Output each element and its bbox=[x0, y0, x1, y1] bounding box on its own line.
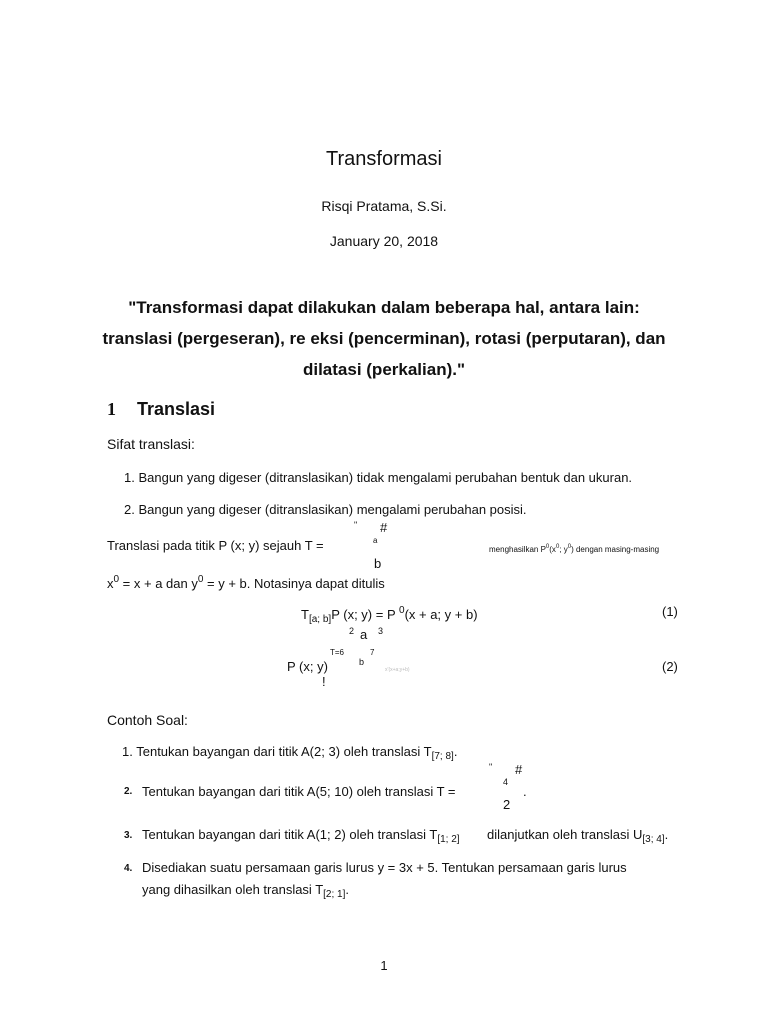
example-item-3: Tentukan bayangan dari titik A(1; 2) oleh translasi $T_{[1; 2]}$ bbox=[142, 827, 460, 845]
eq2-faint-text: x'(x+a;y+b) bbox=[385, 667, 410, 673]
equation-1: $T_{[a; b]}P$ (x; y) = P $^0$(x + a; y + b) bbox=[301, 605, 478, 625]
example-2-matrix-close: # bbox=[515, 762, 523, 777]
contoh-heading: Contoh Soal: bbox=[107, 712, 188, 728]
matrix-entry-a: a bbox=[373, 536, 378, 545]
quote-block bbox=[0, 292, 768, 385]
example-item-4-line-1: Disediakan suatu persamaan garis lurus y = 3x + 5. Tentukan persamaan garis lurus bbox=[142, 860, 627, 875]
example-2-end: . bbox=[523, 784, 527, 799]
menghasilkan-text: menghasilkan $P^0(x^0$; $y^0$) dengan masing-masing bbox=[489, 544, 660, 554]
example-3-number: 3. bbox=[124, 830, 133, 841]
document-title: Transformasi bbox=[326, 148, 442, 170]
equation-1-number: (1) bbox=[662, 604, 678, 619]
date: January 20, 2018 bbox=[329, 233, 439, 249]
matrix-close-bracket: # bbox=[380, 520, 388, 535]
example-item-1: 1. Tentukan bayangan dari titik A(2; 3) oleh translasi $T_{[7; 8]}$. bbox=[122, 744, 458, 762]
x0-definition: $x^0 = x + a$ dan $y^0 = y + b$. Notasinya dapat ditulis bbox=[107, 574, 385, 591]
example-2-matrix-bottom: 2 bbox=[503, 797, 511, 812]
example-2-number: 2. bbox=[124, 786, 133, 797]
section-number: 1 bbox=[107, 399, 116, 419]
quote-line-2: translasi (pergeseran), re eksi (pencerminan), rotasi (perputaran), dan bbox=[102, 329, 666, 348]
example-2-matrix-top: 4 bbox=[503, 777, 509, 787]
eq1-below-left: 2 bbox=[349, 626, 355, 636]
page-number: 1 bbox=[380, 958, 388, 973]
eq2-top-left: T=6 bbox=[330, 648, 345, 657]
example-2-matrix-open: " bbox=[489, 762, 493, 772]
matrix-entry-b: b bbox=[374, 556, 382, 571]
example-3-continuation: dilanjutkan oleh translasi $U_{[3; 4]}$. bbox=[487, 827, 669, 845]
translasi-text: Translasi pada titik P (x; y) sejauh T = bbox=[107, 538, 324, 553]
equation-2-number: (2) bbox=[662, 659, 678, 674]
eq1-below-right: 3 bbox=[378, 626, 384, 636]
example-4-number: 4. bbox=[124, 863, 133, 874]
eq2-lhs: P (x; y) bbox=[287, 659, 328, 674]
matrix-open-bracket: " bbox=[354, 520, 358, 530]
property-item-1: 1. Bangun yang digeser (ditranslasikan) tidak mengalami perubahan bentuk dan ukuran. bbox=[124, 470, 633, 485]
property-item-2: 2. Bangun yang digeser (ditranslasikan) mengalami perubahan posisi. bbox=[124, 502, 527, 517]
quote-line-1: "Transformasi dapat dilakukan dalam beberapa hal, antara lain: bbox=[128, 298, 640, 317]
author: Risqi Pratama, S.Si. bbox=[321, 198, 447, 214]
quote-line-3: dilatasi (perkalian)." bbox=[302, 360, 466, 379]
eq2-top-right: 7 bbox=[370, 648, 375, 657]
eq1-below-a: a bbox=[360, 627, 368, 642]
eq2-b: b bbox=[359, 657, 365, 667]
example-item-2: Tentukan bayangan dari titik A(5; 10) oleh translasi T = bbox=[142, 784, 456, 799]
example-item-4-line-2: yang dihasilkan oleh translasi $T_{[2; 1]}$. bbox=[142, 882, 350, 900]
section-title: Translasi bbox=[137, 399, 216, 419]
eq2-arrow-mark: ! bbox=[322, 674, 326, 689]
section-intro: Sifat translasi: bbox=[107, 436, 195, 452]
